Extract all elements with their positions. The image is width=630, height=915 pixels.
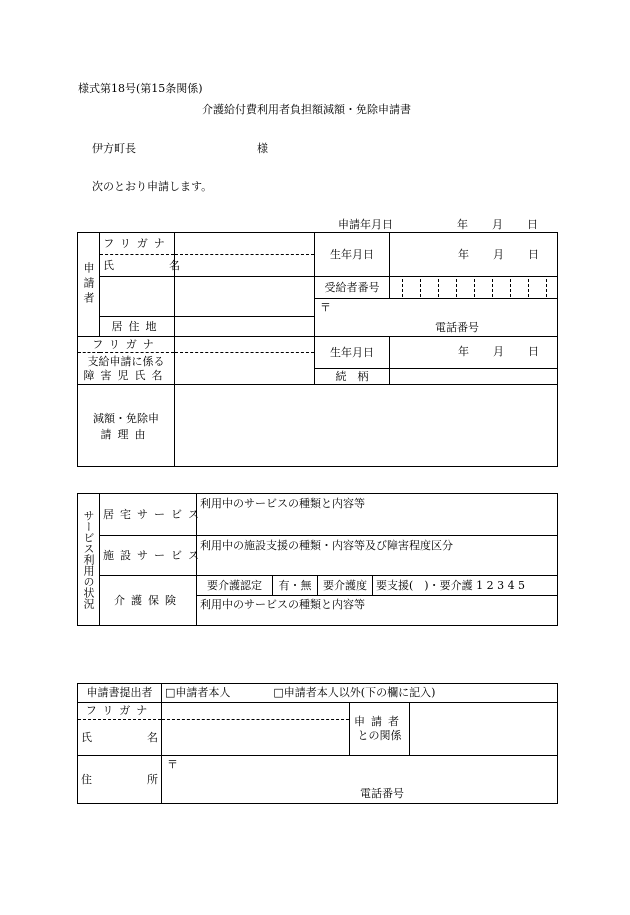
submitter-option-self[interactable]: □申請者本人	[165, 686, 231, 699]
reason-label: 減額・免除申 請理由	[78, 385, 175, 467]
submitter-label: 申請書提出者	[78, 684, 162, 703]
application-date-month: 月	[492, 218, 503, 231]
applicant-address-field[interactable]	[315, 299, 558, 337]
child-birthdate-field[interactable]	[390, 337, 558, 369]
care-cert-value[interactable]: 有・無	[273, 576, 318, 596]
submitter-address-field[interactable]	[162, 756, 558, 804]
applicant-birthdate-year: 年	[458, 248, 469, 261]
addressee: 伊方町長	[92, 142, 136, 155]
submitter-postal-mark: 〒	[167, 758, 178, 771]
applicant-birthdate-label: 生年月日	[315, 233, 390, 277]
submitter-option-other[interactable]: □申請者本人以外(下の欄に記入)	[273, 686, 436, 699]
child-name-label: 支給申請に係る 障害児氏名	[78, 353, 175, 385]
applicant-furigana-field[interactable]	[175, 233, 315, 255]
home-service-label: 居宅サービス	[100, 494, 197, 536]
child-name-field[interactable]	[175, 353, 315, 385]
submitter-relation-label: 申請者 との関係	[350, 703, 410, 756]
submitter-name-field[interactable]	[162, 720, 350, 756]
submitter-furigana-label: フリガナ	[78, 703, 162, 720]
applicant-name-label: 氏 名	[100, 255, 175, 277]
recipient-number-label: 受給者番号	[315, 277, 390, 299]
child-birthdate-year: 年	[458, 345, 469, 358]
application-date-day: 日	[527, 218, 538, 231]
submitter-phone-label: 電話番号	[360, 787, 404, 800]
submitter-address-label: 住 所	[78, 756, 162, 804]
care-insurance-label: 介護保険	[100, 576, 197, 626]
addressee-honorific: 様	[257, 142, 268, 155]
applicant-phone-label: 電話番号	[435, 321, 479, 334]
applicant-table	[77, 232, 558, 467]
child-birthdate-day: 日	[528, 345, 539, 358]
child-relation-field[interactable]	[390, 369, 558, 385]
home-service-desc[interactable]: 利用中のサービスの種類と内容等	[197, 494, 558, 536]
submitter-name-label: 氏 名	[78, 720, 162, 756]
submitter-table	[77, 683, 558, 804]
form-number: 様式第18号(第15条関係)	[78, 82, 203, 95]
care-level-label: 要介護度	[318, 576, 373, 596]
facility-service-desc[interactable]: 利用中の施設支援の種類・内容等及び障害程度区分	[197, 536, 558, 576]
child-relation-label: 続 柄	[315, 369, 390, 385]
child-birthdate-label: 生年月日	[315, 337, 390, 369]
child-birthdate-month: 月	[493, 345, 504, 358]
applicant-address-label: 居住地	[100, 317, 175, 337]
submitter-furigana-field[interactable]	[162, 703, 350, 720]
applicant-birthdate-month: 月	[493, 248, 504, 261]
applicant-birthdate-field[interactable]	[390, 233, 558, 277]
application-date-year: 年	[457, 218, 468, 231]
document-title: 介護給付費利用者負担額減額・免除申請書	[202, 103, 411, 116]
child-furigana-field[interactable]	[175, 337, 315, 353]
recipient-number-field[interactable]	[390, 277, 558, 299]
service-table	[77, 493, 558, 626]
submitter-options	[162, 684, 558, 703]
care-service-desc[interactable]: 利用中のサービスの種類と内容等	[197, 596, 558, 626]
submitter-relation-field[interactable]	[410, 703, 558, 756]
reason-field[interactable]	[175, 385, 558, 467]
intro-text: 次のとおり申請します。	[92, 180, 213, 193]
applicant-birthdate-day: 日	[528, 248, 539, 261]
care-cert-label: 要介護認定	[197, 576, 273, 596]
applicant-section-label: 申請者	[78, 233, 100, 337]
application-date-label: 申請年月日	[338, 218, 393, 231]
applicant-name-field-lower[interactable]	[175, 277, 315, 317]
care-level-value[interactable]: 要支援( )・要介護 1 2 3 4 5	[373, 576, 558, 596]
applicant-name-label-spacer	[100, 277, 175, 317]
applicant-furigana-label: フリガナ	[100, 233, 175, 255]
facility-service-label: 施設サービス	[100, 536, 197, 576]
child-furigana-label: フリガナ	[78, 337, 175, 353]
service-section-label: サービス利用の状況	[78, 494, 100, 626]
applicant-postal-mark: 〒	[320, 301, 331, 314]
applicant-address-spacer	[175, 317, 315, 337]
